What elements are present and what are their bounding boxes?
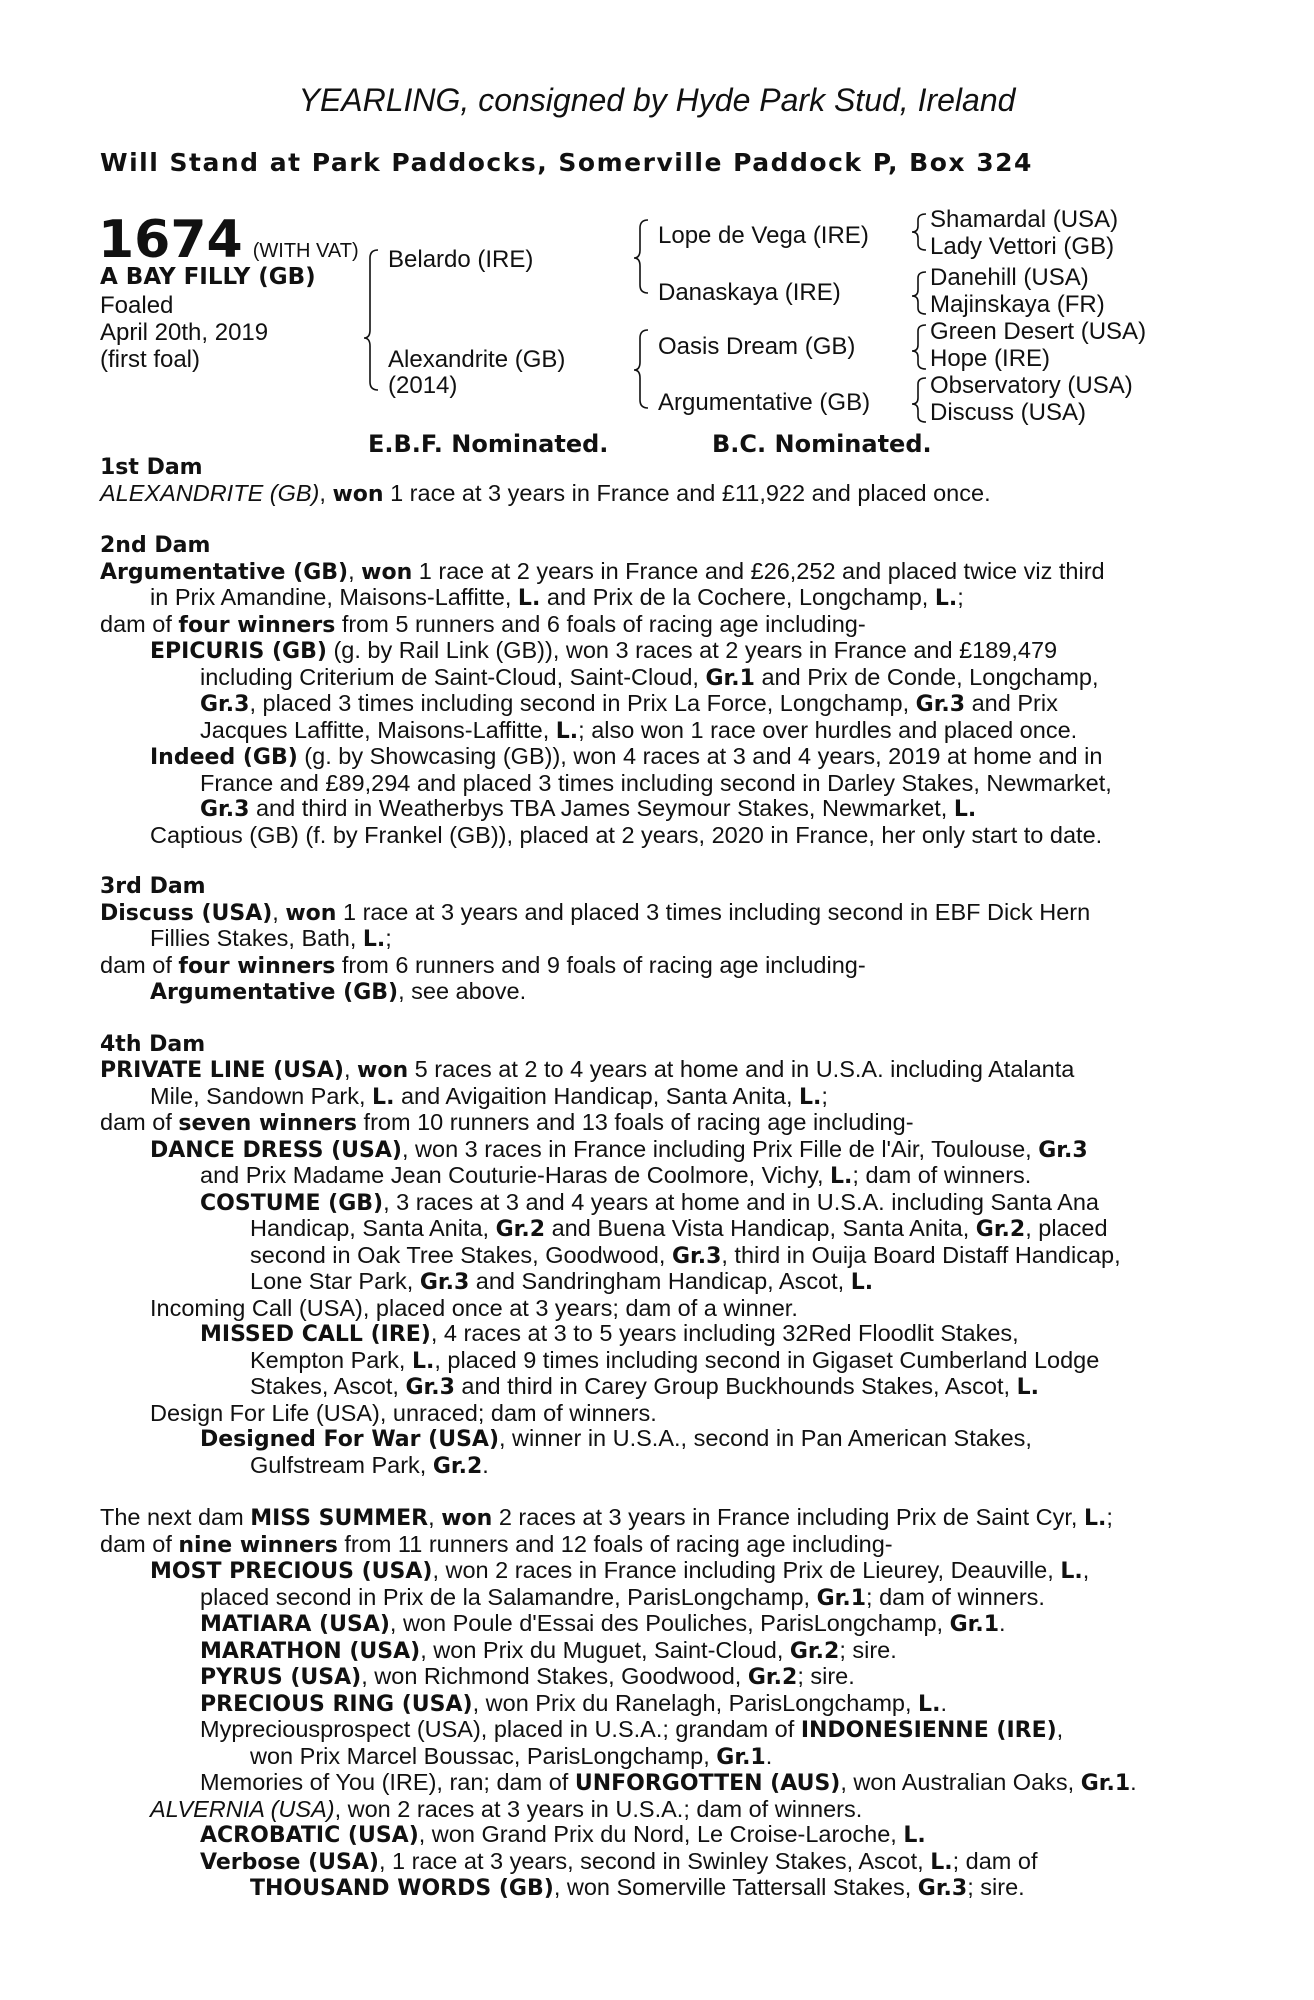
grade-label: Gr.3 bbox=[200, 797, 250, 822]
second-dam-line bbox=[100, 691, 1210, 718]
next-dam-line bbox=[100, 1770, 1210, 1797]
text-span: ; dam of bbox=[952, 1847, 1038, 1874]
consignment-line: YEARLING, consigned by Hyde Park Stud, Ireland bbox=[298, 82, 1016, 118]
third-dam-line bbox=[100, 979, 1210, 1006]
grade-label: L. bbox=[953, 797, 977, 822]
text-span: from 10 runners and 13 foals of racing age including- bbox=[357, 1109, 914, 1135]
first-dam-line bbox=[100, 481, 1210, 508]
text-span: (g. by Rail Link (GB)), won 3 races at 2 years in France and £189,479 bbox=[326, 637, 1058, 663]
fourth-dam-line bbox=[100, 1057, 1210, 1084]
text-span: 5 races at 2 to 4 years at home and in U.S.A. including Atalanta bbox=[408, 1056, 1075, 1082]
grade-label: L. bbox=[555, 718, 579, 744]
second-dam-line bbox=[100, 585, 1210, 612]
fourth-dam-line bbox=[100, 1348, 1210, 1375]
vat-label: (WITH VAT) bbox=[252, 240, 359, 262]
grade-label: Gr.3 bbox=[200, 692, 250, 717]
pedigree-g6: Hope (IRE) bbox=[930, 345, 1051, 372]
next-dam-line bbox=[100, 1849, 1210, 1876]
lot-number: 1674 bbox=[98, 210, 243, 270]
text-span: , third in Ouija Board Distaff Handicap, bbox=[721, 1241, 1121, 1268]
text-span: , see above. bbox=[398, 978, 527, 1004]
third-dam-line bbox=[100, 953, 1210, 980]
fourth-dam-section bbox=[100, 1032, 1210, 1480]
text-span: , 4 races at 3 to 5 years including 32Red Floodlit Stakes, bbox=[430, 1320, 1019, 1346]
grade-label: L. bbox=[362, 927, 386, 952]
third-dam-name: Discuss (USA) bbox=[100, 900, 273, 926]
horse-description: A BAY FILLY (GB) bbox=[100, 264, 316, 290]
grade-label: Gr.3 bbox=[915, 692, 966, 717]
text-span: ; sire. bbox=[839, 1636, 897, 1663]
progeny-name: MISSED CALL (IRE) bbox=[200, 1322, 431, 1347]
dam-year: (2014) bbox=[388, 372, 458, 399]
text-span: dam of bbox=[100, 951, 179, 978]
text-span: . bbox=[1130, 1769, 1137, 1795]
winner-count: four winners bbox=[178, 612, 336, 638]
grade-label: Gr.3 bbox=[419, 1270, 470, 1295]
text-span: dam of bbox=[100, 1530, 179, 1557]
text-span: Incoming Call (USA), placed once at 3 years; dam of a winner. bbox=[150, 1294, 798, 1321]
dam-details bbox=[100, 455, 1210, 1902]
text-span: , won Prix du Muguet, Saint-Cloud, bbox=[420, 1636, 790, 1663]
text-span: Lone Star Park, bbox=[250, 1268, 420, 1294]
text-span: ; also won 1 race over hurdles and placed once. bbox=[578, 716, 1078, 743]
text-span: and third in Weatherbys TBA James Seymour Stakes, Newmarket, bbox=[249, 795, 954, 821]
first-foal-note: (first foal) bbox=[100, 346, 201, 373]
grade-label: L. bbox=[850, 1270, 874, 1295]
text-span: . bbox=[940, 1689, 947, 1716]
text-span: , won Richmond Stakes, Goodwood, bbox=[361, 1663, 748, 1689]
text-span: and Prix Madame Jean Couturie-Haras de Coolmore, Vichy, bbox=[200, 1162, 831, 1188]
next-dam-section bbox=[100, 1505, 1210, 1902]
grade-label: Gr.3 bbox=[671, 1243, 722, 1269]
fourth-dam-line bbox=[100, 1243, 1210, 1270]
progeny-name: Designed For War (USA) bbox=[200, 1427, 499, 1452]
grade-label: Gr.2 bbox=[747, 1665, 798, 1690]
won-label: won bbox=[361, 559, 413, 585]
text-span: , bbox=[1082, 1557, 1090, 1583]
won-label: won bbox=[332, 481, 384, 507]
fourth-dam-line bbox=[100, 1296, 1210, 1322]
second-dam-line bbox=[100, 796, 1210, 823]
grade-label: Gr.1 bbox=[705, 665, 755, 691]
next-dam-line bbox=[100, 1691, 1210, 1718]
won-label: won bbox=[441, 1506, 493, 1531]
next-dam-line bbox=[100, 1717, 1210, 1744]
text-span: , won Grand Prix du Nord, Le Croise-Laroche, bbox=[418, 1821, 904, 1847]
grade-label: L. bbox=[799, 1084, 822, 1110]
text-span: (g. by Showcasing (GB)), won 4 races at 3 and 4 years, 2019 at home and in bbox=[297, 743, 1103, 769]
grade-label: L. bbox=[1084, 1506, 1107, 1531]
winner-count: four winners bbox=[178, 953, 336, 979]
grade-label: Gr.2 bbox=[432, 1453, 483, 1479]
text-span: Fillies Stakes, Bath, bbox=[150, 925, 363, 951]
pedigree-g8: Discuss (USA) bbox=[930, 399, 1087, 426]
text-span: , placed 9 times including second in Gigaset Cumberland Lodge bbox=[434, 1346, 1100, 1373]
progeny-name: Argumentative (GB) bbox=[150, 980, 399, 1005]
second-dam-line bbox=[100, 771, 1210, 797]
bc-nominated: B.C. Nominated. bbox=[712, 430, 932, 458]
text-span: dam of bbox=[100, 1109, 179, 1135]
text-span: ; dam of winners. bbox=[852, 1162, 1032, 1188]
grade-label: Gr.2 bbox=[975, 1217, 1026, 1242]
grade-label: L. bbox=[517, 586, 541, 611]
text-span: ; sire. bbox=[967, 1874, 1025, 1900]
text-span: , won Australian Oaks, bbox=[840, 1769, 1081, 1795]
pedigree-g2: Lady Vettori (GB) bbox=[930, 233, 1115, 260]
text-span: ; bbox=[385, 925, 392, 951]
fourth-dam-line bbox=[100, 1374, 1210, 1401]
next-dam-line bbox=[100, 1585, 1210, 1612]
text-span: and Prix de la Cochere, Longchamp, bbox=[540, 584, 935, 610]
text-span: and Prix bbox=[965, 690, 1058, 716]
text-span: , bbox=[319, 479, 333, 506]
progeny-name: ACROBATIC (USA) bbox=[200, 1823, 419, 1848]
sire-name: Belardo (IRE) bbox=[388, 246, 534, 273]
next-dam-line bbox=[100, 1875, 1210, 1902]
pedigree-g3: Danehill (USA) bbox=[930, 264, 1089, 291]
text-span: 1 race at 2 years in France and £26,252 and placed twice viz third bbox=[412, 557, 1105, 584]
progeny-name: ALVERNIA (USA) bbox=[150, 1795, 335, 1822]
progeny-name: UNFORGOTTEN (AUS) bbox=[574, 1771, 841, 1796]
progeny-name: MARATHON (USA) bbox=[200, 1638, 421, 1664]
grade-label: Gr.1 bbox=[716, 1744, 766, 1770]
text-span: Stakes, Ascot, bbox=[250, 1373, 406, 1399]
third-dam-line bbox=[100, 926, 1210, 953]
text-span: ; bbox=[1106, 1504, 1113, 1530]
second-dam-line bbox=[100, 665, 1210, 692]
text-span: Design For Life (USA), unraced; dam of winners. bbox=[150, 1399, 657, 1426]
grade-label: L. bbox=[918, 1691, 941, 1717]
text-span: The next dam bbox=[100, 1504, 251, 1530]
grade-label: L. bbox=[411, 1348, 435, 1374]
text-span: , bbox=[343, 1056, 358, 1082]
grade-label: L. bbox=[934, 586, 958, 611]
next-dam-line bbox=[100, 1505, 1210, 1532]
grade-label: Gr.3 bbox=[1038, 1137, 1088, 1163]
grade-label: Gr.1 bbox=[1080, 1771, 1131, 1796]
text-span: ; bbox=[821, 1082, 828, 1109]
first-dam-heading: 1st Dam bbox=[100, 455, 203, 480]
pedigree-g5: Green Desert (USA) bbox=[930, 318, 1147, 345]
grade-label: Gr.3 bbox=[917, 1876, 968, 1901]
next-dam-line bbox=[100, 1638, 1210, 1665]
progeny-name: PYRUS (USA) bbox=[200, 1665, 362, 1690]
progeny-name: EPICURIS (GB) bbox=[150, 639, 327, 664]
text-span: , won Prix du Ranelagh, ParisLongchamp, bbox=[472, 1689, 919, 1716]
text-span: from 6 runners and 9 foals of racing age including- bbox=[335, 951, 866, 978]
grade-label: Gr.2 bbox=[789, 1638, 840, 1664]
text-span: and Sandringham Handicap, Ascot, bbox=[469, 1268, 851, 1294]
text-span: , bbox=[272, 898, 286, 925]
text-span: including Criterium de Saint-Cloud, Saint-Cloud, bbox=[200, 663, 706, 690]
third-dam-heading: 3rd Dam bbox=[100, 874, 206, 899]
text-span: and third in Carey Group Buckhounds Stakes, Ascot, bbox=[454, 1373, 1017, 1399]
grade-label: Gr.1 bbox=[949, 1612, 1000, 1637]
first-dam-name: ALEXANDRITE (GB) bbox=[100, 479, 320, 506]
second-dam-name: Argumentative (GB) bbox=[100, 559, 349, 585]
text-span: Gulfstream Park, bbox=[250, 1451, 433, 1478]
won-label: won bbox=[357, 1058, 409, 1083]
progeny-name: THOUSAND WORDS (GB) bbox=[250, 1876, 554, 1901]
text-span: placed second in Prix de la Salamandre, ParisLongchamp, bbox=[200, 1583, 817, 1610]
next-dam-line bbox=[100, 1532, 1210, 1559]
grade-label: Gr.1 bbox=[816, 1585, 867, 1611]
text-span: , bbox=[348, 557, 362, 584]
won-label: won bbox=[285, 900, 337, 926]
text-span: , 1 race at 3 years, second in Swinley Stakes, Ascot, bbox=[378, 1847, 931, 1874]
text-span: from 5 runners and 6 foals of racing age including- bbox=[335, 610, 866, 637]
next-dam-line bbox=[100, 1822, 1210, 1849]
text-span: ; dam of winners. bbox=[866, 1583, 1045, 1610]
fourth-dam-line bbox=[100, 1190, 1210, 1217]
text-span: 2 races at 3 years in France including Prix de Saint Cyr, bbox=[492, 1504, 1084, 1530]
second-dam-line bbox=[100, 823, 1210, 849]
next-dam-name: MISS SUMMER bbox=[250, 1506, 429, 1531]
sire-sire: Lope de Vega (IRE) bbox=[658, 222, 869, 249]
dam-dam: Argumentative (GB) bbox=[658, 389, 871, 416]
fourth-dam-heading: 4th Dam bbox=[100, 1031, 206, 1057]
fourth-dam-line bbox=[100, 1084, 1210, 1111]
fourth-dam-line bbox=[100, 1453, 1210, 1480]
dam-name: Alexandrite (GB) bbox=[388, 346, 566, 373]
text-span: dam of bbox=[100, 610, 179, 637]
progeny-name: Verbose (USA) bbox=[200, 1849, 379, 1875]
progeny-name: MOST PRECIOUS (USA) bbox=[150, 1559, 433, 1584]
text-span: and Avigaition Handicap, Santa Anita, bbox=[394, 1082, 800, 1109]
next-dam-line bbox=[100, 1744, 1210, 1771]
dam-sire: Oasis Dream (GB) bbox=[658, 333, 856, 360]
text-span: Handicap, Santa Anita, bbox=[250, 1215, 496, 1241]
text-span: ; bbox=[957, 584, 964, 610]
progeny-name: COSTUME (GB) bbox=[200, 1190, 384, 1216]
second-dam-line bbox=[100, 638, 1210, 665]
pedigree-g4: Majinskaya (FR) bbox=[930, 291, 1105, 318]
text-span: , won Somerville Tattersall Stakes, bbox=[553, 1874, 918, 1900]
text-span: France and £89,294 and placed 3 times including second in Darley Stakes, Newmarket, bbox=[200, 769, 1112, 796]
progeny-name: MATIARA (USA) bbox=[200, 1612, 390, 1637]
foaled-date: April 20th, 2019 bbox=[100, 319, 269, 346]
second-dam-line bbox=[100, 612, 1210, 639]
text-span: , bbox=[428, 1504, 442, 1530]
grade-label: L. bbox=[1060, 1559, 1083, 1584]
text-span: . bbox=[999, 1610, 1006, 1636]
text-span: in Prix Amandine, Maisons-Laffitte, bbox=[150, 584, 518, 610]
second-dam-section bbox=[100, 533, 1210, 848]
text-span: Captious (GB) (f. by Frankel (GB)), placed at 2 years, 2020 in France, her only start to date. bbox=[150, 821, 1103, 848]
text-span: Kempton Park, bbox=[250, 1346, 412, 1373]
text-span: , won 2 races in France including Prix de Lieurey, Deauville, bbox=[432, 1557, 1061, 1583]
text-span: , won Poule d'Essai des Pouliches, ParisLongchamp, bbox=[389, 1610, 950, 1636]
fourth-dam-line bbox=[100, 1401, 1210, 1427]
grade-label: L. bbox=[372, 1084, 395, 1110]
winner-count: seven winners bbox=[178, 1111, 358, 1136]
ebf-nominated: E.B.F. Nominated. bbox=[368, 430, 609, 458]
grade-label: L. bbox=[903, 1823, 926, 1848]
fourth-dam-line bbox=[100, 1426, 1210, 1453]
first-dam-section bbox=[100, 455, 1210, 507]
text-span: , placed 3 times including second in Prix La Force, Longchamp, bbox=[249, 690, 916, 716]
fourth-dam-line bbox=[100, 1321, 1210, 1348]
next-dam-line bbox=[100, 1611, 1210, 1638]
progeny-name: INDONESIENNE (IRE) bbox=[800, 1718, 1057, 1743]
text-span: 1 race at 3 years in France and £11,922 and placed once. bbox=[383, 479, 991, 506]
stand-location: Will Stand at Park Paddocks, Somerville Paddock P, Box 324 bbox=[100, 148, 1033, 177]
third-dam-section bbox=[100, 874, 1210, 1006]
text-span: , won 3 races in France including Prix Fille de l'Air, Toulouse, bbox=[401, 1135, 1039, 1162]
second-dam-line bbox=[100, 744, 1210, 771]
grade-label: Gr.2 bbox=[495, 1217, 546, 1242]
second-dam-line bbox=[100, 718, 1210, 745]
fourth-dam-line bbox=[100, 1110, 1210, 1137]
foaled-label: Foaled bbox=[100, 292, 174, 319]
fourth-dam-line bbox=[100, 1137, 1210, 1164]
text-span: Mypreciousprospect (USA), placed in U.S.A.; grandam of bbox=[200, 1716, 801, 1742]
text-span: Mile, Sandown Park, bbox=[150, 1082, 373, 1109]
text-span: . bbox=[765, 1742, 773, 1769]
grade-label: L. bbox=[1016, 1375, 1039, 1400]
progeny-name: DANCE DRESS (USA) bbox=[150, 1137, 402, 1163]
progeny-name: PRECIOUS RING (USA) bbox=[200, 1691, 473, 1717]
second-dam-heading: 2nd Dam bbox=[100, 533, 211, 558]
sire-dam: Danaskaya (IRE) bbox=[658, 279, 841, 306]
winner-count: nine winners bbox=[178, 1532, 338, 1558]
next-dam-line bbox=[100, 1797, 1210, 1823]
text-span: 1 race at 3 years and placed 3 times including second in EBF Dick Hern bbox=[336, 898, 1091, 925]
text-span: , won 2 races at 3 years in U.S.A.; dam of winners. bbox=[334, 1795, 863, 1822]
text-span: , bbox=[1056, 1716, 1064, 1742]
grade-label: L. bbox=[930, 1849, 953, 1875]
fourth-dam-line bbox=[100, 1269, 1210, 1296]
fourth-dam-line bbox=[100, 1216, 1210, 1243]
text-span: and Buena Vista Handicap, Santa Anita, bbox=[545, 1215, 976, 1241]
pedigree-g7: Observatory (USA) bbox=[930, 372, 1133, 399]
fourth-dam-name: PRIVATE LINE (USA) bbox=[100, 1058, 344, 1083]
progeny-name: Indeed (GB) bbox=[150, 745, 298, 770]
next-dam-line bbox=[100, 1558, 1210, 1585]
next-dam-line bbox=[100, 1664, 1210, 1691]
second-dam-line bbox=[100, 559, 1210, 586]
text-span: from 11 runners and 12 foals of racing age including- bbox=[337, 1530, 893, 1557]
third-dam-line bbox=[100, 900, 1210, 927]
text-span: , 3 races at 3 and 4 years at home and in U.S.A. including Santa Ana bbox=[383, 1188, 1099, 1215]
text-span: won Prix Marcel Boussac, ParisLongchamp, bbox=[250, 1742, 717, 1769]
grade-label: L. bbox=[830, 1164, 853, 1189]
fourth-dam-line bbox=[100, 1163, 1210, 1190]
text-span: ; sire. bbox=[797, 1663, 855, 1689]
text-span: , placed bbox=[1025, 1215, 1108, 1241]
text-span: . bbox=[482, 1451, 489, 1478]
text-span: second in Oak Tree Stakes, Goodwood, bbox=[250, 1241, 672, 1268]
text-span: and Prix de Conde, Longchamp, bbox=[754, 663, 1099, 690]
grade-label: Gr.3 bbox=[405, 1375, 455, 1400]
text-span: , winner in U.S.A., second in Pan American Stakes, bbox=[499, 1425, 1032, 1451]
text-span: Memories of You (IRE), ran; dam of bbox=[200, 1769, 575, 1795]
text-span: Jacques Laffitte, Maisons-Laffitte, bbox=[200, 716, 556, 743]
pedigree-g1: Shamardal (USA) bbox=[930, 206, 1119, 233]
